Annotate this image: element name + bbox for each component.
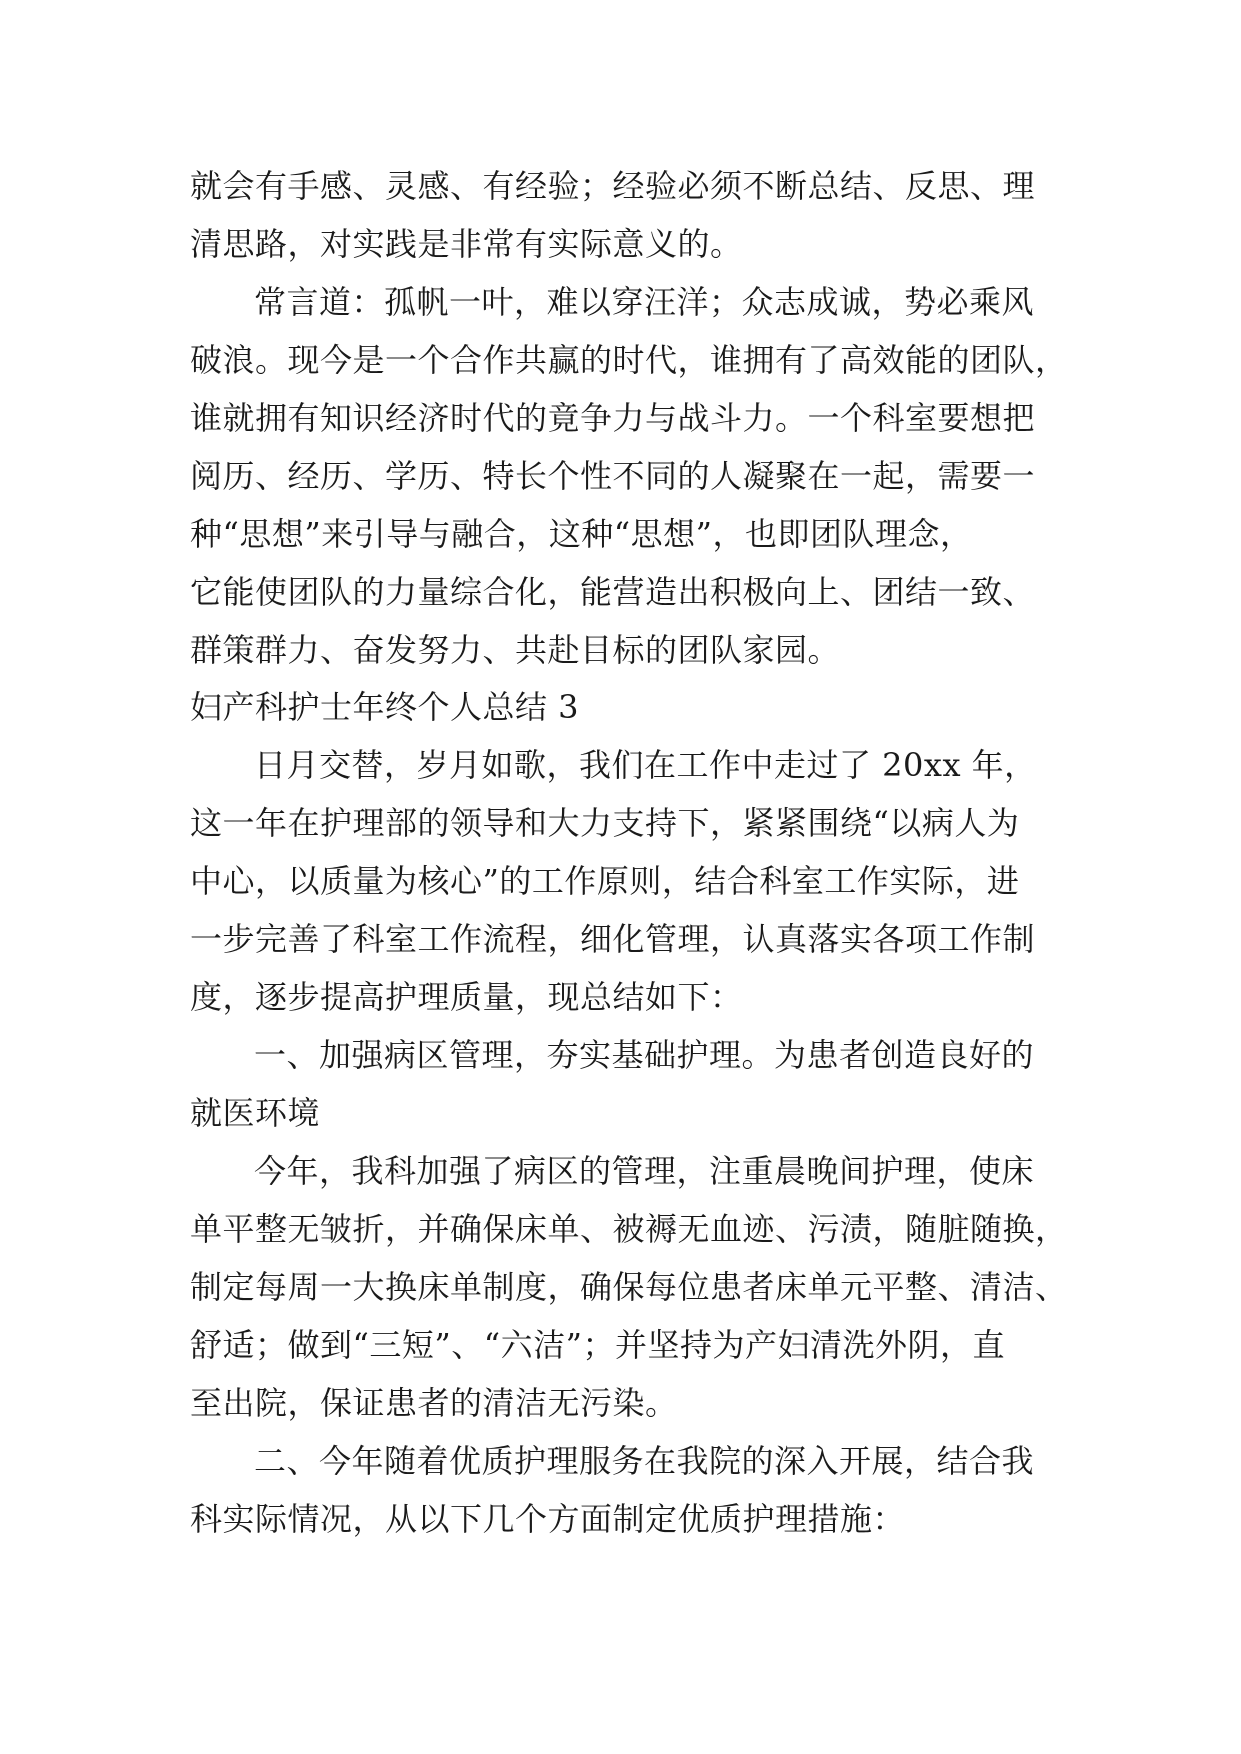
text-line: 它能使团队的力量综合化，能营造出积极向上、团结一致、: [190, 573, 1036, 611]
text-line: 阅历、经历、学历、特长个性不同的人凝聚在一起，需要一: [190, 457, 1036, 495]
text-line: 单平整无皱折，并确保床单、被褥无血迹、污渍，随脏随换，: [190, 1210, 1068, 1248]
paragraph-first-line: 一、加强病区管理，夯实基础护理。为患者创造良好的: [254, 1036, 1035, 1074]
section-heading: 妇产科护士年终个人总结 3: [190, 688, 580, 726]
text-line: 这一年在护理部的领导和大力支持下，紧紧围绕“以病人为: [190, 804, 1020, 842]
text-line: 制定每周一大换床单制度，确保每位患者床单元平整、清洁、: [190, 1268, 1068, 1306]
text-line: 一步完善了科室工作流程，细化管理，认真落实各项工作制: [190, 920, 1036, 958]
paragraph-first-line: 日月交替，岁月如歌，我们在工作中走过了 20xx 年，: [254, 746, 1037, 784]
text-line: 谁就拥有知识经济时代的竟争力与战斗力。一个科室要想把: [190, 399, 1036, 437]
text-line: 清思路，对实践是非常有实际意义的。: [190, 225, 743, 263]
text-line: 至出院，保证患者的清洁无污染。: [190, 1384, 678, 1422]
text-line: 就会有手感、灵感、有经验；经验必须不断总结、反思、理: [190, 167, 1036, 205]
text-line: 破浪。现今是一个合作共赢的时代，谁拥有了高效能的团队，: [190, 341, 1068, 379]
paragraph-first-line: 二、今年随着优质护理服务在我院的深入开展，结合我: [254, 1442, 1035, 1480]
text-line: 中心，以质量为核心”的工作原则，结合科室工作实际，进: [190, 862, 1020, 900]
text-line: 科实际情况，从以下几个方面制定优质护理措施：: [190, 1500, 906, 1538]
text-line: 群策群力、奋发努力、共赴目标的团队家园。: [190, 631, 841, 669]
paragraph-first-line: 今年，我科加强了病区的管理，注重晨晚间护理，使床: [254, 1152, 1035, 1190]
text-line: 就医环境: [190, 1094, 321, 1132]
text-line: 种“思想”来引导与融合，这种“思想”，也即团队理念，: [190, 515, 973, 553]
text-line: 度，逐步提高护理质量，现总结如下：: [190, 978, 743, 1016]
paragraph-first-line: 常言道：孤帆一叶，难以穿汪洋；众志成诚，势必乘风: [254, 283, 1035, 321]
text-line: 舒适；做到“三短”、“六洁”；并坚持为产妇清洗外阴，直: [190, 1326, 1005, 1364]
